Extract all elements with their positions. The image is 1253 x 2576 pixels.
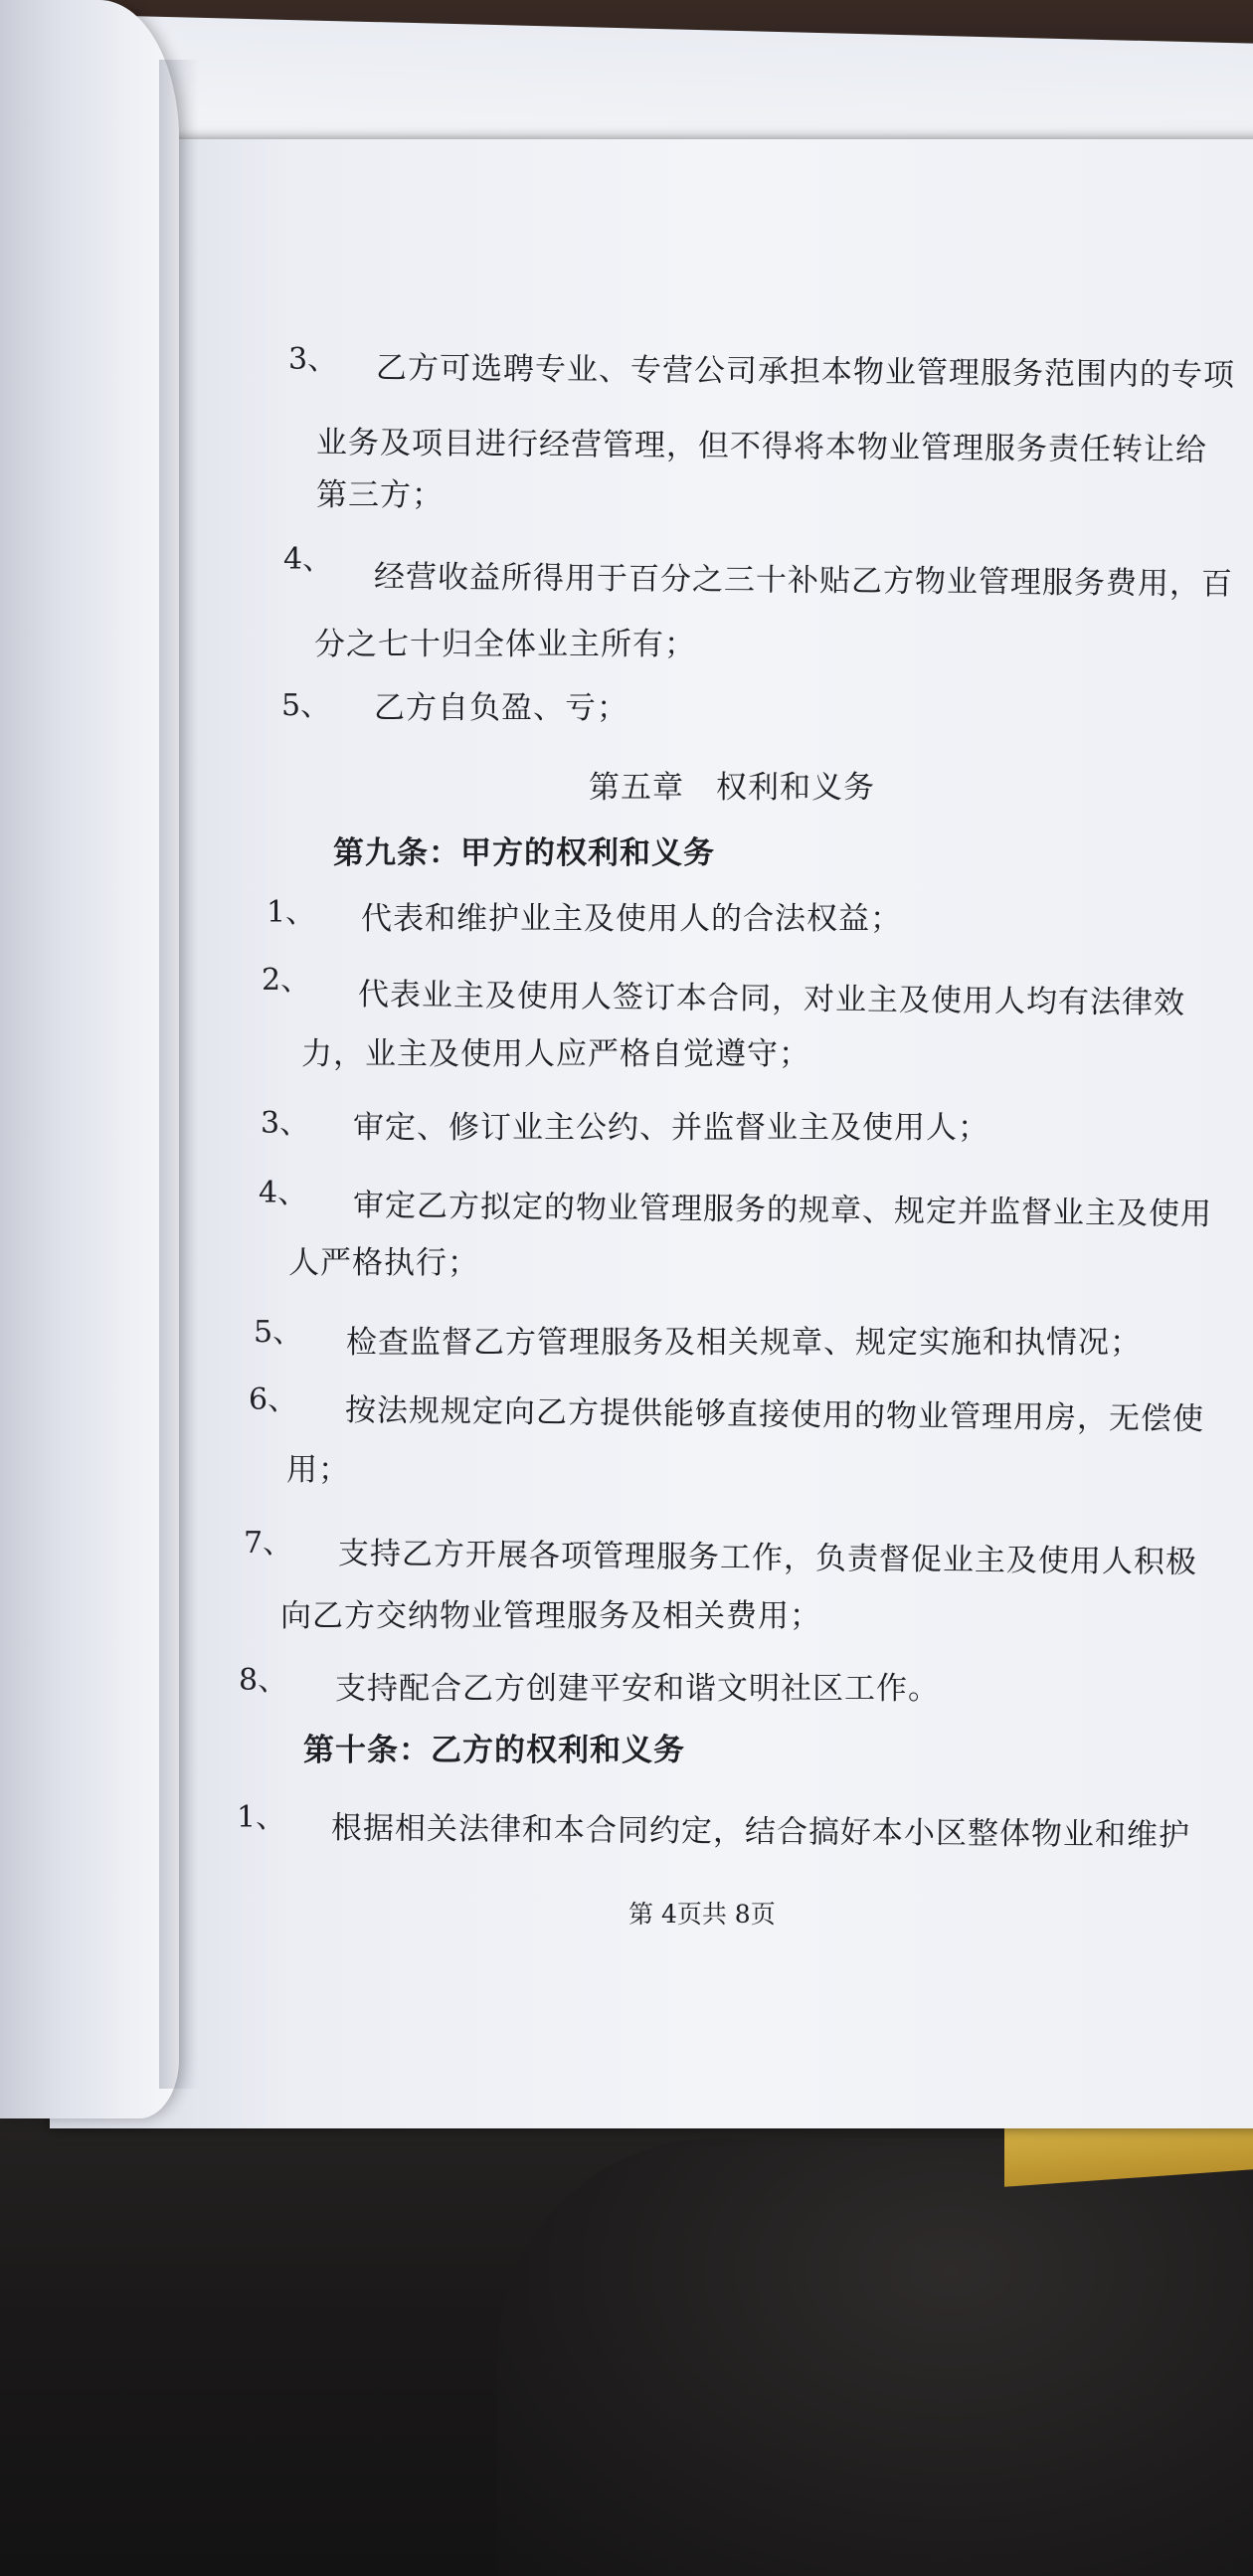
item-number: 5、 <box>281 688 331 723</box>
item-number: 6、 <box>249 1382 298 1417</box>
paragraph-line: 根据相关法律和本合同约定，结合搞好本小区整体物业和维护 <box>330 1810 1191 1854</box>
paragraph-line: 向乙方交纳物业管理服务及相关费用； <box>280 1598 821 1634</box>
paragraph-line: 支持乙方开展各项管理服务工作，负责督促业主及使用人积极 <box>337 1536 1198 1581</box>
paragraph-line: 分之七十归全体业主所有； <box>314 627 696 662</box>
paragraph-line: 检查监督乙方管理服务及相关规章、规定实施和执情况； <box>346 1325 1142 1361</box>
paragraph-line: 代表业主及使用人签订本合同，对业主及使用人均有法律效 <box>357 977 1186 1021</box>
paragraph-line: 人严格执行； <box>288 1245 479 1281</box>
paragraph-line: 用； <box>286 1452 350 1488</box>
item-number: 5、 <box>254 1315 303 1350</box>
page-footer: 第 4页共 8页 <box>628 1900 776 1929</box>
item-number: 1、 <box>237 1800 286 1835</box>
paragraph-line: 经营收益所得用于百分之三十补贴乙方物业管理服务费用，百 <box>373 559 1234 603</box>
item-number: 4、 <box>283 542 333 577</box>
article-title: 第九条：甲方的权利和义务 <box>333 835 715 871</box>
paragraph-line: 支持配合乙方创建平安和谐文明社区工作。 <box>335 1671 940 1707</box>
paragraph-line: 审定、修订业主公约、并监督业主及使用人； <box>353 1110 989 1146</box>
paragraph-line: 乙方可选聘专业、专营公司承担本物业管理服务范围内的专项 <box>375 350 1236 394</box>
item-number: 1、 <box>267 895 316 930</box>
paragraph-line: 按法规规定向乙方提供能够直接使用的物业管理用房，无偿使 <box>344 1392 1205 1438</box>
item-number: 3、 <box>261 1106 310 1141</box>
item-number: 3、 <box>288 342 338 377</box>
article-title: 第十条：乙方的权利和义务 <box>303 1733 685 1768</box>
item-number: 8、 <box>239 1663 288 1698</box>
paragraph-line: 审定乙方拟定的物业管理服务的规章、规定并监督业主及使用 <box>352 1188 1213 1233</box>
paragraph-line: 代表和维护业主及使用人的合法权益； <box>361 901 902 937</box>
item-number: 4、 <box>259 1176 308 1210</box>
item-number: 7、 <box>244 1526 293 1561</box>
paragraph-line: 乙方自负盈、亏； <box>374 690 628 726</box>
paragraph-line: 力，业主及使用人应严格自觉遵守； <box>301 1036 810 1072</box>
chapter-title: 第五章 权利和义务 <box>589 770 875 806</box>
item-number: 2、 <box>262 963 311 998</box>
paragraph-line: 业务及项目进行经营管理，但不得将本物业管理服务责任转让给 <box>315 425 1208 468</box>
paragraph-line: 第三方； <box>316 477 444 513</box>
